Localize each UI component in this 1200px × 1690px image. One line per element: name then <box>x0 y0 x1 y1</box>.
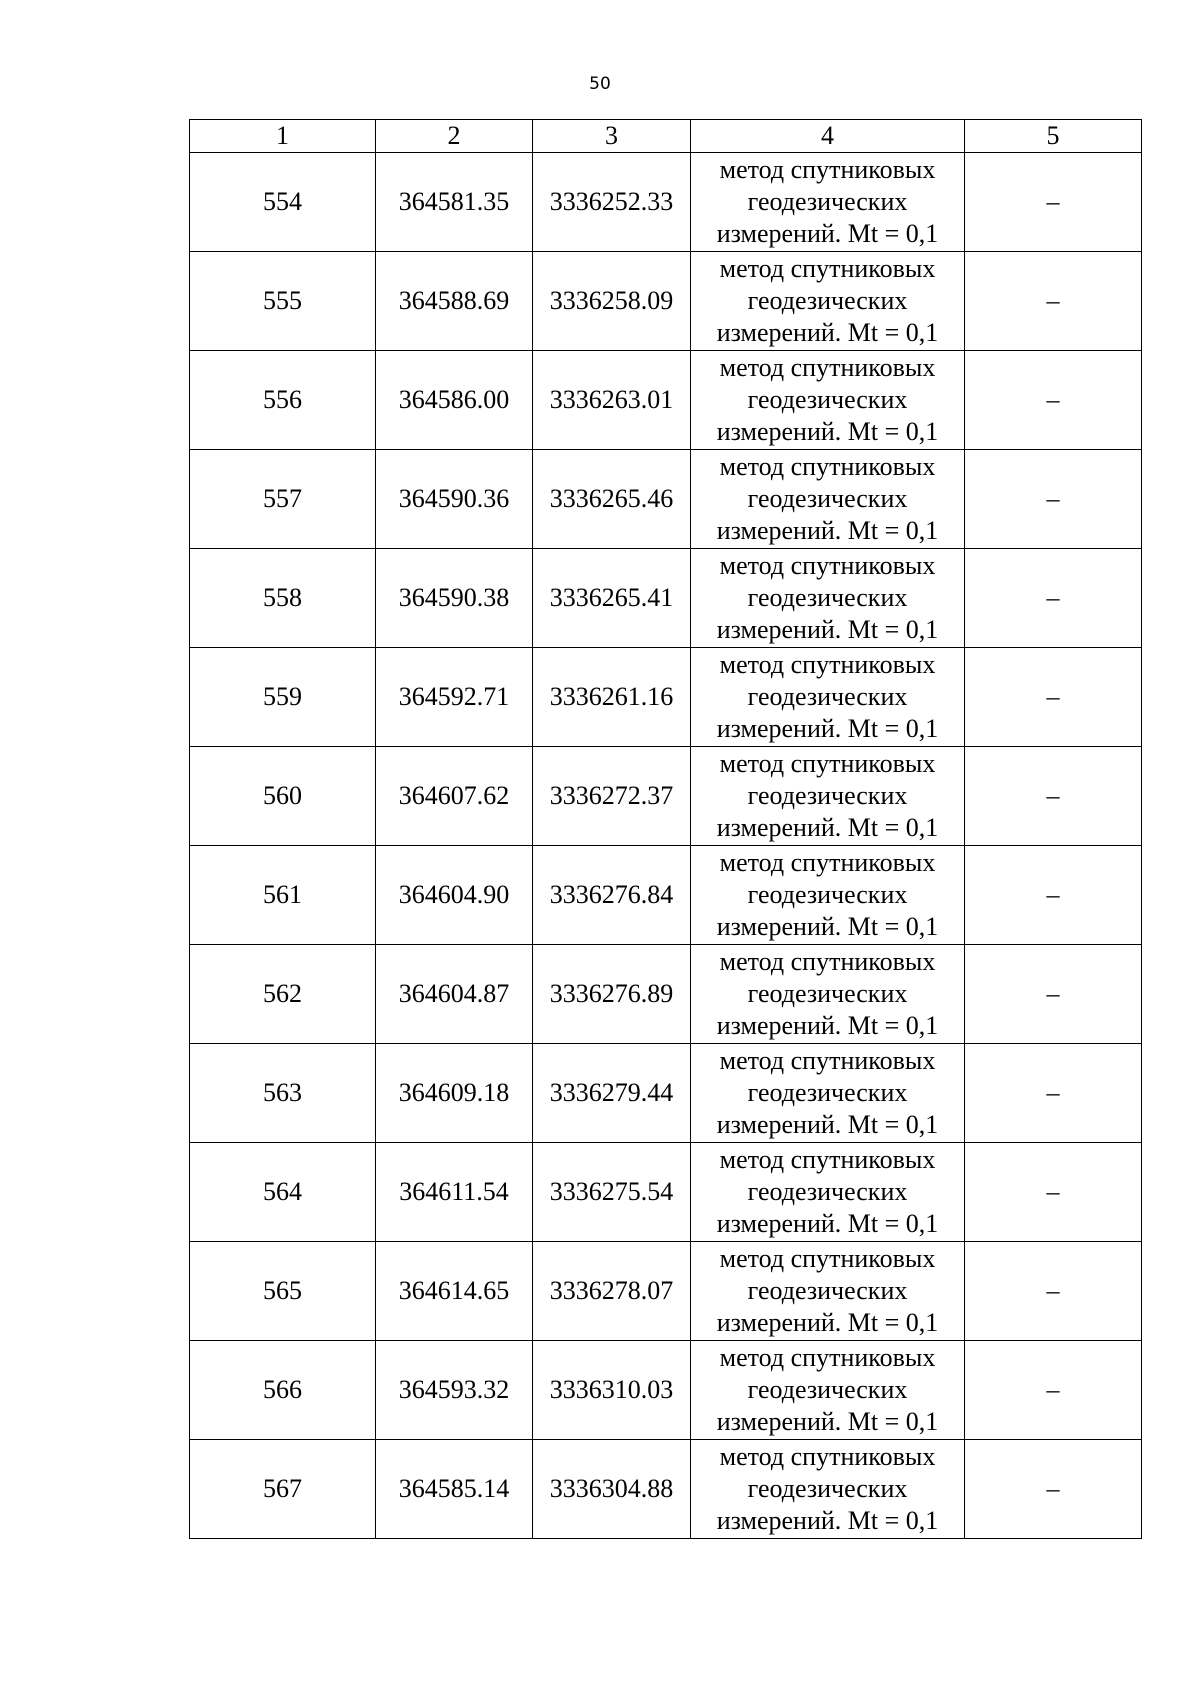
header-cell-3: 3 <box>533 120 691 153</box>
point-number-cell: 566 <box>190 1341 376 1440</box>
point-number-cell: 561 <box>190 846 376 945</box>
x-coordinate-cell: 364604.87 <box>376 945 533 1044</box>
point-number-cell: 567 <box>190 1440 376 1539</box>
y-coordinate-cell: 3336276.84 <box>533 846 691 945</box>
description-cell: – <box>965 747 1142 846</box>
y-coordinate-cell: 3336304.88 <box>533 1440 691 1539</box>
point-number-cell: 558 <box>190 549 376 648</box>
table-row <box>190 252 1142 351</box>
description-cell: – <box>965 1242 1142 1341</box>
point-number-cell: 556 <box>190 351 376 450</box>
description-cell: – <box>965 450 1142 549</box>
page-number: 50 <box>589 74 611 94</box>
point-number-cell: 560 <box>190 747 376 846</box>
method-line-2: геодезических <box>747 484 908 513</box>
x-coordinate-cell: 364607.62 <box>376 747 533 846</box>
description-cell: – <box>965 1143 1142 1242</box>
table-row <box>190 648 1142 747</box>
description-cell: – <box>965 1341 1142 1440</box>
description-cell: – <box>965 351 1142 450</box>
description-cell: – <box>965 153 1142 252</box>
description-cell: – <box>965 252 1142 351</box>
header-cell-2: 2 <box>376 120 533 153</box>
y-coordinate-cell: 3336261.16 <box>533 648 691 747</box>
method-line-3: измерений. Mt = 0,1 <box>716 912 939 941</box>
y-coordinate-cell: 3336265.41 <box>533 549 691 648</box>
method-line-2: геодезических <box>747 1276 908 1305</box>
table-row <box>190 1044 1142 1143</box>
y-coordinate-cell: 3336310.03 <box>533 1341 691 1440</box>
method-cell <box>691 450 965 549</box>
method-line-3: измерений. Mt = 0,1 <box>716 417 939 446</box>
description-cell: – <box>965 648 1142 747</box>
method-line-2: геодезических <box>747 1474 908 1503</box>
x-coordinate-cell: 364585.14 <box>376 1440 533 1539</box>
x-coordinate-cell: 364586.00 <box>376 351 533 450</box>
method-line-1: метод спутниковых <box>719 155 936 184</box>
table-row <box>190 351 1142 450</box>
x-coordinate-cell: 364609.18 <box>376 1044 533 1143</box>
point-number-cell: 555 <box>190 252 376 351</box>
method-line-1: метод спутниковых <box>719 1343 936 1372</box>
method-line-3: измерений. Mt = 0,1 <box>716 318 939 347</box>
method-line-3: измерений. Mt = 0,1 <box>716 1011 939 1040</box>
method-line-3: измерений. Mt = 0,1 <box>716 1110 939 1139</box>
method-cell <box>691 1440 965 1539</box>
table-row <box>190 945 1142 1044</box>
x-coordinate-cell: 364581.35 <box>376 153 533 252</box>
description-cell: – <box>965 549 1142 648</box>
method-cell <box>691 153 965 252</box>
method-cell <box>691 1143 965 1242</box>
method-line-1: метод спутниковых <box>719 1442 936 1471</box>
description-cell: – <box>965 945 1142 1044</box>
y-coordinate-cell: 3336258.09 <box>533 252 691 351</box>
y-coordinate-cell: 3336278.07 <box>533 1242 691 1341</box>
method-cell <box>691 1341 965 1440</box>
method-line-3: измерений. Mt = 0,1 <box>716 516 939 545</box>
point-number-cell: 554 <box>190 153 376 252</box>
method-line-1: метод спутниковых <box>719 749 936 778</box>
method-line-3: измерений. Mt = 0,1 <box>716 813 939 842</box>
method-cell <box>691 945 965 1044</box>
method-cell <box>691 252 965 351</box>
table-row <box>190 747 1142 846</box>
method-line-2: геодезических <box>747 583 908 612</box>
x-coordinate-cell: 364593.32 <box>376 1341 533 1440</box>
method-line-3: измерений. Mt = 0,1 <box>716 615 939 644</box>
y-coordinate-cell: 3336263.01 <box>533 351 691 450</box>
x-coordinate-cell: 364588.69 <box>376 252 533 351</box>
point-number-cell: 557 <box>190 450 376 549</box>
method-line-2: геодезических <box>747 286 908 315</box>
point-number-cell: 564 <box>190 1143 376 1242</box>
x-coordinate-cell: 364604.90 <box>376 846 533 945</box>
method-line-3: измерений. Mt = 0,1 <box>716 219 939 248</box>
header-cell-5: 5 <box>965 120 1142 153</box>
method-cell <box>691 846 965 945</box>
method-line-2: геодезических <box>747 187 908 216</box>
method-line-2: геодезических <box>747 1078 908 1107</box>
method-line-1: метод спутниковых <box>719 254 936 283</box>
x-coordinate-cell: 364611.54 <box>376 1143 533 1242</box>
method-line-1: метод спутниковых <box>719 1244 936 1273</box>
method-line-1: метод спутниковых <box>719 650 936 679</box>
method-line-1: метод спутниковых <box>719 353 936 382</box>
method-line-1: метод спутниковых <box>719 947 936 976</box>
point-number-cell: 562 <box>190 945 376 1044</box>
table-row <box>190 1242 1142 1341</box>
method-line-2: геодезических <box>747 682 908 711</box>
method-cell <box>691 1242 965 1341</box>
method-line-3: измерений. Mt = 0,1 <box>716 1407 939 1436</box>
table-row <box>190 450 1142 549</box>
table-row <box>190 1341 1142 1440</box>
method-line-2: геодезических <box>747 385 908 414</box>
method-line-3: измерений. Mt = 0,1 <box>716 1308 939 1337</box>
table-row <box>190 153 1142 252</box>
method-cell <box>691 1044 965 1143</box>
table-header <box>190 120 1142 153</box>
header-cell-4: 4 <box>691 120 965 153</box>
description-cell: – <box>965 1044 1142 1143</box>
table-row <box>190 549 1142 648</box>
x-coordinate-cell: 364614.65 <box>376 1242 533 1341</box>
y-coordinate-cell: 3336276.89 <box>533 945 691 1044</box>
table-body <box>190 153 1142 1539</box>
method-line-3: измерений. Mt = 0,1 <box>716 1209 939 1238</box>
method-line-1: метод спутниковых <box>719 452 936 481</box>
description-cell: – <box>965 1440 1142 1539</box>
point-number-cell: 563 <box>190 1044 376 1143</box>
x-coordinate-cell: 364590.38 <box>376 549 533 648</box>
method-line-2: геодезических <box>747 1177 908 1206</box>
y-coordinate-cell: 3336275.54 <box>533 1143 691 1242</box>
y-coordinate-cell: 3336272.37 <box>533 747 691 846</box>
method-line-2: геодезических <box>747 1375 908 1404</box>
y-coordinate-cell: 3336252.33 <box>533 153 691 252</box>
method-line-1: метод спутниковых <box>719 848 936 877</box>
method-line-2: геодезических <box>747 979 908 1008</box>
header-row <box>190 120 1142 153</box>
method-line-2: геодезических <box>747 781 908 810</box>
method-line-1: метод спутниковых <box>719 1046 936 1075</box>
coordinates-table <box>189 119 1142 1539</box>
table-row <box>190 1143 1142 1242</box>
method-line-3: измерений. Mt = 0,1 <box>716 714 939 743</box>
method-cell <box>691 648 965 747</box>
y-coordinate-cell: 3336265.46 <box>533 450 691 549</box>
method-line-1: метод спутниковых <box>719 1145 936 1174</box>
method-line-2: геодезических <box>747 880 908 909</box>
x-coordinate-cell: 364590.36 <box>376 450 533 549</box>
point-number-cell: 565 <box>190 1242 376 1341</box>
point-number-cell: 559 <box>190 648 376 747</box>
method-cell <box>691 351 965 450</box>
description-cell: – <box>965 846 1142 945</box>
x-coordinate-cell: 364592.71 <box>376 648 533 747</box>
y-coordinate-cell: 3336279.44 <box>533 1044 691 1143</box>
table-row <box>190 1440 1142 1539</box>
method-cell <box>691 747 965 846</box>
header-cell-1: 1 <box>190 120 376 153</box>
method-cell <box>691 549 965 648</box>
table-row <box>190 846 1142 945</box>
method-line-1: метод спутниковых <box>719 551 936 580</box>
method-line-3: измерений. Mt = 0,1 <box>716 1506 939 1535</box>
